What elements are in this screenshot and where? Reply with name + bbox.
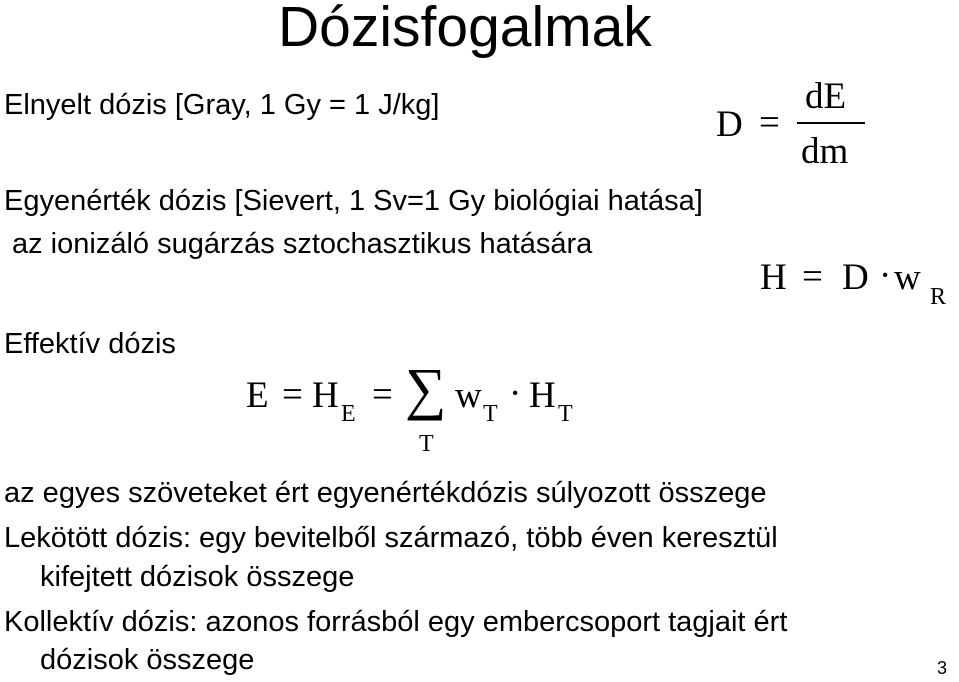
sum-subscript: T xyxy=(419,431,434,457)
effective-formula-h-subscript: E xyxy=(341,401,356,427)
slide-number: 3 xyxy=(937,658,948,678)
effective-formula-h: H xyxy=(312,375,339,416)
collective-dose-text-continued: dózisok összege xyxy=(40,644,255,676)
dose-formula-equals: = xyxy=(759,102,780,143)
committed-dose-text-continued: kifejtett dózisok összege xyxy=(40,561,355,593)
equivalent-dose-note: az ionizáló sugárzás sztochasztikus hatására xyxy=(12,228,593,260)
effective-formula-equals-2: = xyxy=(372,374,393,415)
effective-formula-equals-1: = xyxy=(282,374,303,415)
slide-title: Dózisfogalmak xyxy=(278,0,652,59)
equivalent-formula-subscript: R xyxy=(930,284,947,310)
equivalent-dose-text: Egyenérték dózis [Sievert, 1 Sv=1 Gy biológiai hatása] xyxy=(4,185,703,217)
dose-formula-denominator: dm xyxy=(801,131,849,172)
equivalent-formula-w: w xyxy=(894,257,921,298)
effective-formula-h2: H xyxy=(529,375,556,416)
effective-formula-w: w xyxy=(455,375,482,416)
effective-formula-h2-subscript: T xyxy=(558,401,573,427)
effective-dose-note: az egyes szöveteket ért egyenértékdózis súlyozott összege xyxy=(4,477,767,509)
effective-dose-text: Effektív dózis xyxy=(4,328,176,360)
effective-formula-dot: · xyxy=(509,373,522,414)
equivalent-formula-dot: · xyxy=(879,255,892,296)
effective-formula-w-subscript: T xyxy=(483,401,498,427)
dose-formula-lhs: D xyxy=(716,104,743,145)
effective-formula-e: E xyxy=(246,375,269,416)
equivalent-formula-equals: = xyxy=(802,256,823,297)
collective-dose-text: Kollektív dózis: azonos forrásból egy embercsoport tagjait ért xyxy=(4,606,788,638)
committed-dose-text: Lekötött dózis: egy bevitelből származó, több éven keresztül xyxy=(4,522,778,554)
equivalent-formula-h: H xyxy=(760,257,787,298)
fraction-bar xyxy=(797,122,865,124)
sum-symbol: ∑ xyxy=(405,356,447,421)
equivalent-formula-d: D xyxy=(842,257,869,298)
dose-formula-numerator: dE xyxy=(805,76,847,117)
absorbed-dose-text: Elnyelt dózis [Gray, 1 Gy = 1 J/kg] xyxy=(4,89,440,121)
